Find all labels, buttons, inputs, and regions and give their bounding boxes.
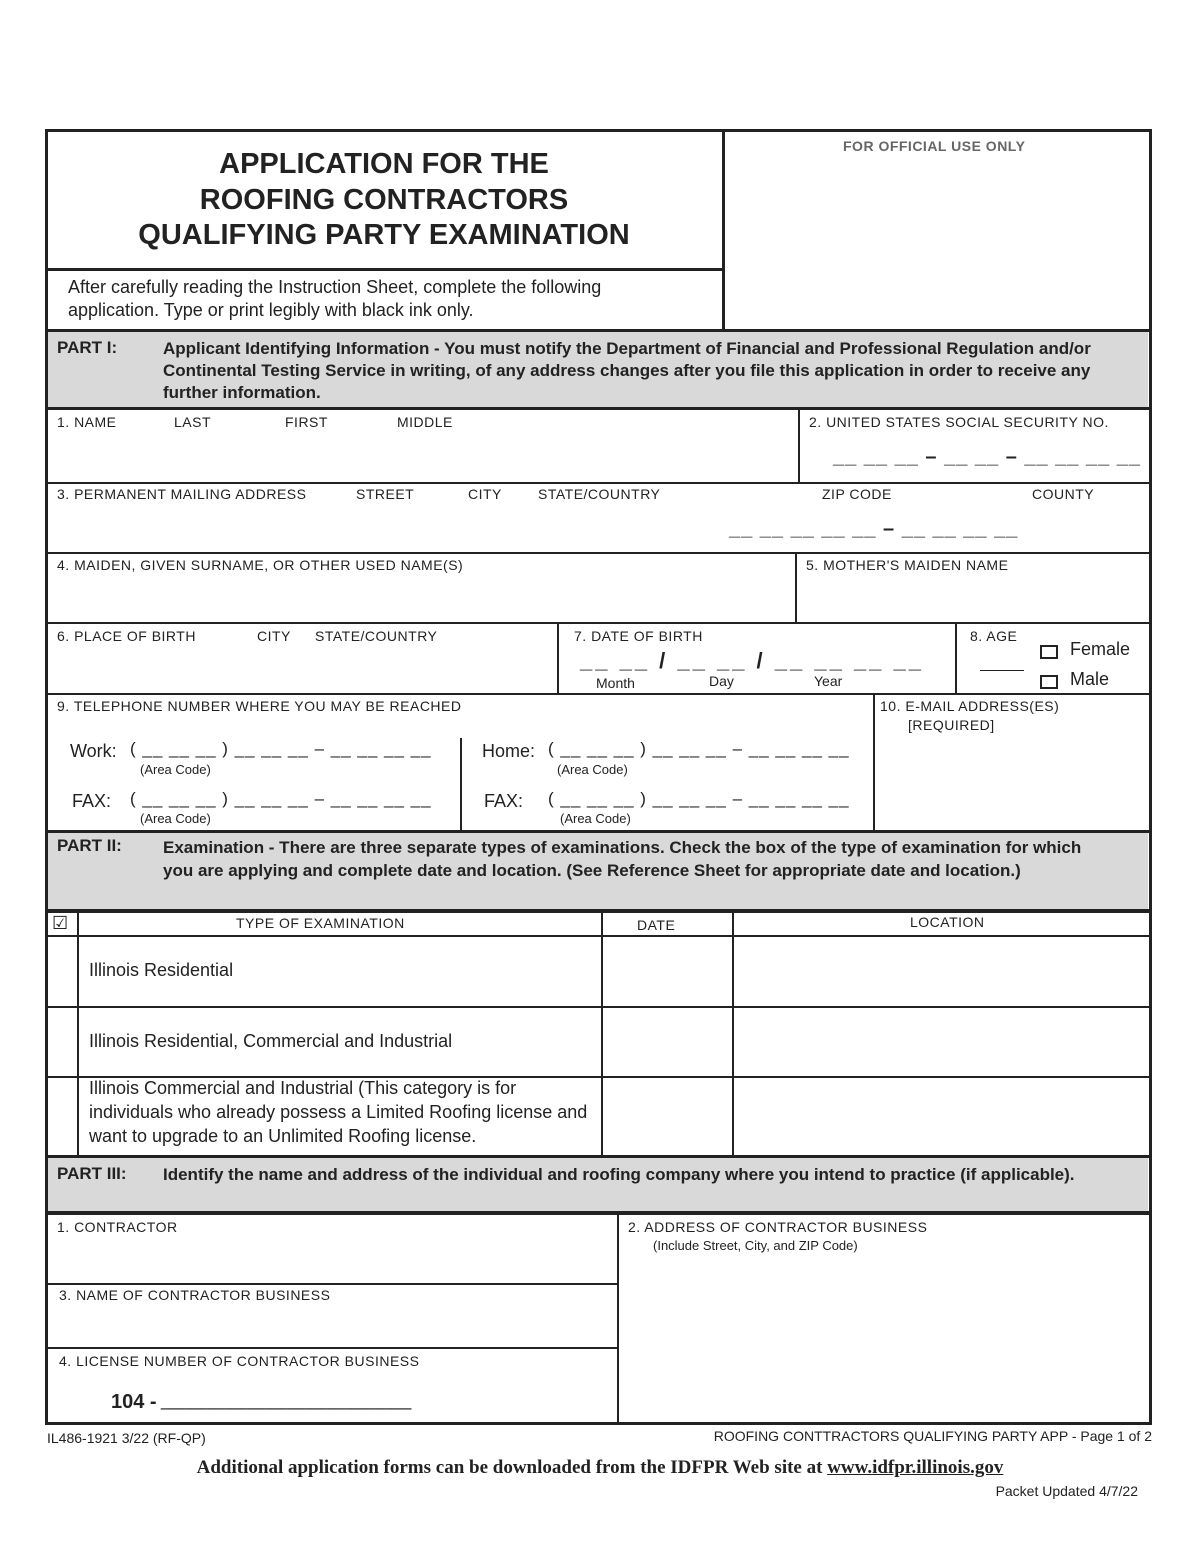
birthplace-label: 6. PLACE OF BIRTH — [57, 628, 196, 644]
work-fax-input[interactable]: ( __ __ __ ) __ __ __ – __ __ __ __ — [130, 789, 432, 808]
address-city-label: CITY — [468, 486, 502, 502]
male-label: Male — [1070, 669, 1110, 689]
exam-row-2-label: Illinois Residential, Commercial and Industrial — [89, 1031, 453, 1051]
contractor-address-note: (Include Street, City, and ZIP Code) — [653, 1238, 858, 1253]
exam-row-2-checkbox[interactable] — [48, 1008, 77, 1076]
exam-row-1-checkbox[interactable] — [48, 937, 77, 1006]
address-label: 3. PERMANENT MAILING ADDRESS — [57, 486, 307, 502]
download-note — [0, 1457, 1200, 1479]
name-middle-label: MIDDLE — [397, 414, 453, 430]
home-fax-input[interactable]: ( __ __ __ ) __ __ __ – __ __ __ __ — [548, 789, 850, 808]
age-underline — [980, 670, 1024, 671]
ssn-label: 2. UNITED STATES SOCIAL SECURITY NO. — [809, 414, 1109, 430]
page-title-line-3: QUALIFYING PARTY EXAMINATION — [138, 219, 630, 251]
row9-divider — [873, 694, 875, 831]
work-fax-label: FAX: — [72, 791, 112, 811]
exam-check-header: ☑ — [52, 913, 69, 933]
birthplace-city-label: CITY — [257, 628, 291, 644]
home-phone-input[interactable]: ( __ __ __ ) __ __ __ – __ __ __ __ — [548, 739, 850, 758]
work-fax-area-code-label: (Area Code) — [140, 811, 211, 826]
page-title-line-2: ROOFING CONTRACTORS — [199, 184, 569, 216]
part2-text: Examination - There are three separate types of examinations. Check the box of the type of examination for which you are applying and complete date and location. (See Reference Sheet for appropriate date and location.) — [163, 838, 1082, 880]
row6-bottom — [47, 693, 1150, 695]
home-fax-area-code-label: (Area Code) — [560, 811, 631, 826]
age-label: 8. AGE — [970, 628, 1018, 644]
part3-divider — [617, 1215, 619, 1424]
exam-header-bottom — [47, 935, 1150, 937]
zip-input[interactable]: __ __ __ __ __ – __ __ __ __ — [729, 518, 1019, 540]
address-street-label: STREET — [356, 486, 415, 502]
exam-location-header: LOCATION — [910, 914, 985, 930]
row6-divider-2 — [955, 623, 957, 693]
female-label: Female — [1070, 639, 1131, 659]
dob-year-label: Year — [814, 673, 843, 689]
ssn-input[interactable]: __ __ __ – __ __ – __ __ __ __ — [833, 446, 1142, 468]
home-area-code-label: (Area Code) — [557, 762, 628, 777]
name-first-label: FIRST — [285, 414, 328, 430]
download-text: Additional application forms can be downloaded from the IDFPR Web site at — [196, 1457, 823, 1478]
page-info: ROOFING CONTTRACTORS QUALIFYING PARTY APP - Page 1 of 2 — [713, 1428, 1152, 1444]
address-state-label: STATE/COUNTRY — [538, 486, 661, 502]
instructions-text: After carefully reading the Instruction Sheet, complete the following application. Type or print legibly with black ink only. — [68, 277, 602, 320]
row1-bottom — [47, 482, 1150, 484]
home-fax-label: FAX: — [484, 791, 524, 811]
male-checkbox[interactable] — [1040, 675, 1058, 689]
name-last-label: LAST — [174, 414, 212, 430]
row1-divider — [798, 409, 800, 483]
work-area-code-label: (Area Code) — [140, 762, 211, 777]
packet-updated: Packet Updated 4/7/22 — [995, 1483, 1138, 1499]
license-prefix: 104 - — [111, 1391, 157, 1413]
address-county-label: COUNTY — [1032, 486, 1095, 502]
page-title-line-1: APPLICATION FOR THE — [219, 148, 549, 180]
row6-divider-1 — [557, 623, 559, 693]
phone-divider — [460, 738, 462, 830]
license-number-label: 4. LICENSE NUMBER OF CONTRACTOR BUSINESS — [59, 1353, 420, 1369]
form-frame — [45, 129, 1152, 1425]
contractor-label: 1. CONTRACTOR — [57, 1219, 178, 1235]
email-required-label: [REQUIRED] — [908, 717, 995, 733]
exam-row-1-bottom — [47, 1006, 1150, 1008]
part2-label: PART II: — [57, 836, 122, 855]
mother-maiden-label: 5. MOTHER'S MAIDEN NAME — [806, 557, 1009, 573]
dob-label: 7. DATE OF BIRTH — [574, 628, 703, 644]
work-label: Work: — [70, 741, 117, 761]
female-checkbox[interactable] — [1040, 645, 1058, 659]
contractor-bottom — [47, 1283, 618, 1285]
maiden-label: 4. MAIDEN, GIVEN SURNAME, OR OTHER USED NAME(S) — [57, 557, 464, 573]
part3-header-bottom — [47, 1211, 1150, 1215]
part3-text: Identify the name and address of the individual and roofing company where you intend to practice (if applicable). — [163, 1165, 1075, 1184]
row4-bottom — [47, 622, 1150, 624]
exam-type-header: TYPE OF EXAMINATION — [236, 915, 405, 931]
part1-label: PART I: — [57, 338, 118, 357]
row4-divider — [795, 553, 797, 623]
official-use-label: FOR OFFICIAL USE ONLY — [843, 138, 1026, 154]
dob-month-label: Month — [596, 675, 635, 691]
part3-label: PART III: — [57, 1164, 127, 1183]
row3-bottom — [47, 552, 1150, 554]
email-label: 10. E-MAIL ADDRESS(ES) — [880, 698, 1060, 714]
form-code: IL486-1921 3/22 (RF-QP) — [47, 1430, 206, 1446]
business-name-bottom — [47, 1347, 618, 1349]
exam-col-type-divider — [601, 913, 603, 1155]
exam-col-date-divider — [732, 909, 734, 1155]
exam-date-header: DATE — [637, 917, 676, 933]
phone-label: 9. TELEPHONE NUMBER WHERE YOU MAY BE REACHED — [57, 698, 462, 714]
part1-header-bottom — [47, 407, 1150, 410]
contractor-address-label: 2. ADDRESS OF CONTRACTOR BUSINESS — [628, 1219, 928, 1235]
exam-row-3-label: Illinois Commercial and Industrial (This category is for individuals who already possess a Limited Roofing license and want to upgrade to an Unlimited Roofing license. — [89, 1078, 588, 1146]
exam-row-1-label: Illinois Residential — [89, 960, 234, 980]
part1-text: Applicant Identifying Information - You must notify the Department of Financial and Professional Regulation and/or Continental Testing Service in writing, of any address changes after you file this application in order to receive any further information. — [163, 339, 1091, 402]
address-zip-label: ZIP CODE — [822, 486, 892, 502]
download-link[interactable]: www.idfpr.illinois.gov — [827, 1457, 1004, 1478]
business-name-label: 3. NAME OF CONTRACTOR BUSINESS — [59, 1287, 331, 1303]
exam-col-check-divider — [77, 913, 79, 1155]
birthplace-state-label: STATE/COUNTRY — [315, 628, 438, 644]
name-label: 1. NAME — [57, 414, 117, 430]
part2-header-bottom — [47, 909, 1150, 913]
header-title-bottom — [47, 268, 723, 271]
home-label: Home: — [482, 741, 536, 761]
work-phone-input[interactable]: ( __ __ __ ) __ __ __ – __ __ __ __ — [130, 739, 432, 758]
exam-row-3-checkbox[interactable] — [48, 1078, 77, 1155]
dob-day-label: Day — [709, 673, 734, 689]
header-divider — [722, 131, 725, 331]
license-number-input[interactable]: _________________________ — [161, 1390, 412, 1410]
dob-input[interactable]: __ __ / __ __ / __ __ __ __ — [580, 648, 925, 673]
